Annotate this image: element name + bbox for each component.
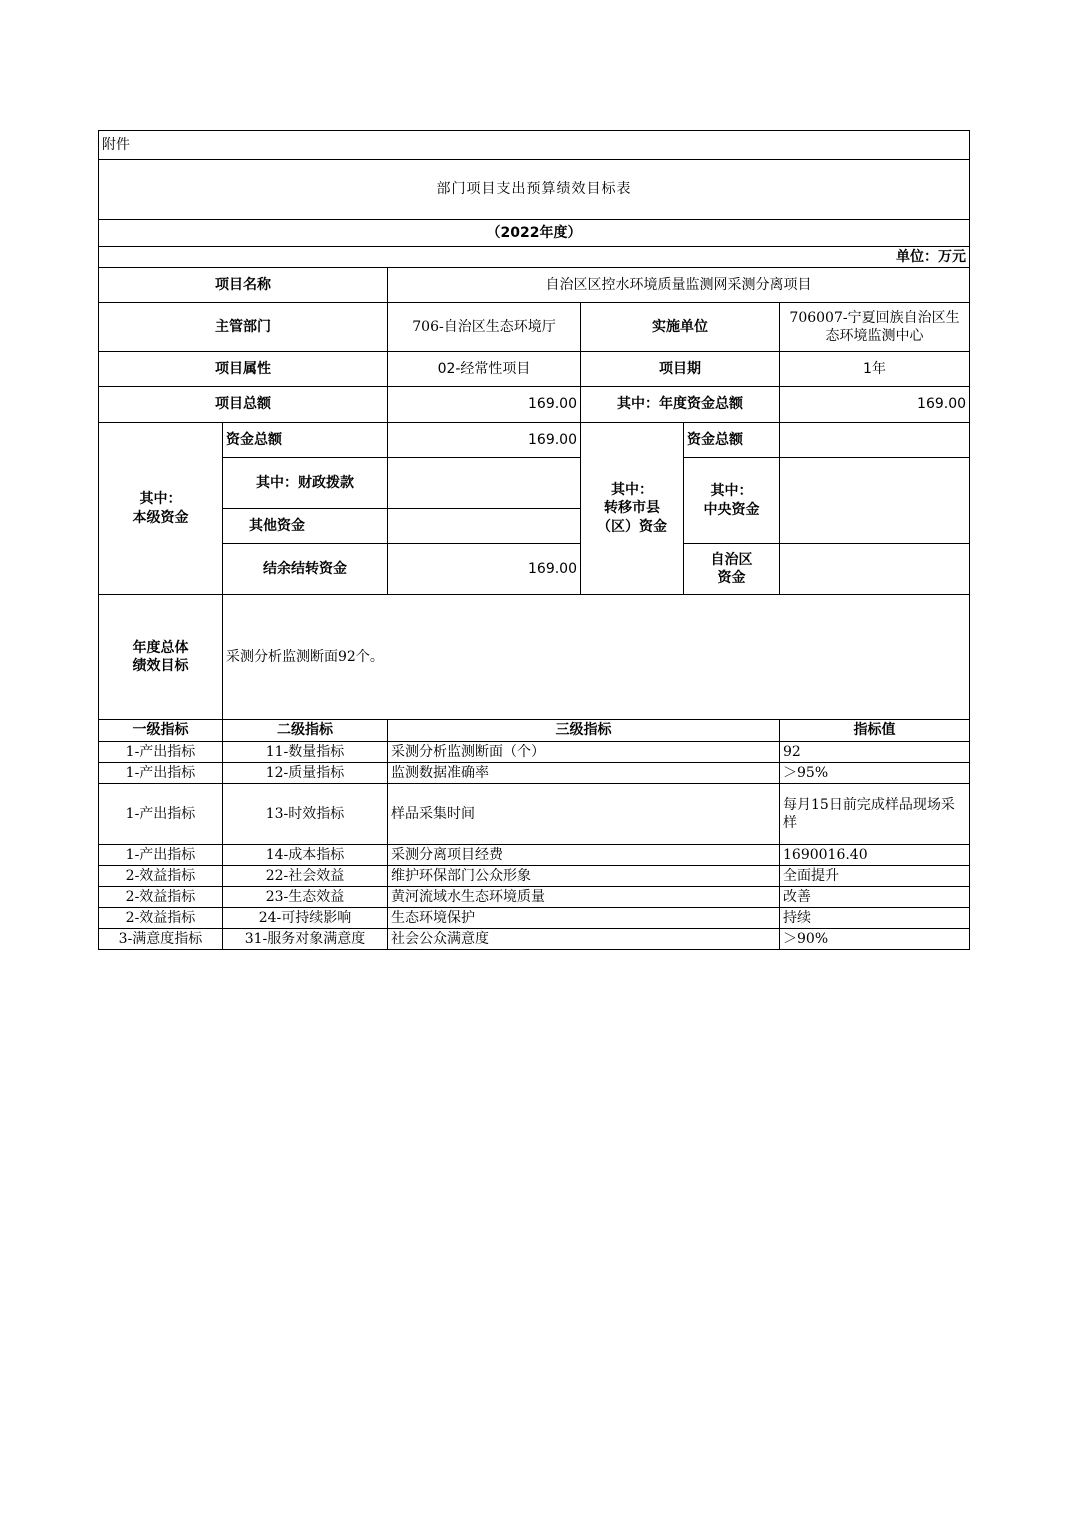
own-funds-label: 其中： 本级资金 bbox=[99, 423, 223, 595]
performance-target-table bbox=[98, 130, 970, 950]
region-funds-value bbox=[780, 544, 970, 595]
table-row bbox=[99, 784, 970, 845]
unit-label: 单位：万元 bbox=[99, 247, 970, 268]
level3-cell: 采测分离项目经费 bbox=[388, 845, 780, 866]
value-cell: 改善 bbox=[780, 887, 970, 908]
page-title: 部门项目支出预算绩效目标表 bbox=[99, 160, 970, 220]
table-row bbox=[99, 887, 970, 908]
table-row bbox=[99, 908, 970, 929]
year-label: （2022年度） bbox=[99, 220, 970, 247]
header-level3: 三级指标 bbox=[388, 720, 780, 742]
attachment-label: 附件 bbox=[99, 131, 970, 160]
level3-cell: 生态环境保护 bbox=[388, 908, 780, 929]
transfer-total-label: 资金总额 bbox=[684, 423, 780, 458]
value-cell: 每月15日前完成样品现场采样 bbox=[780, 784, 970, 845]
carryover-label: 结余结转资金 bbox=[223, 544, 388, 595]
level2-cell: 31-服务对象满意度 bbox=[223, 929, 388, 950]
fund-total-value: 169.00 bbox=[388, 423, 581, 458]
project-name-value: 自治区区控水环境质量监测网采测分离项目 bbox=[388, 268, 970, 303]
level1-cell: 1-产出指标 bbox=[99, 742, 223, 763]
carryover-value: 169.00 bbox=[388, 544, 581, 595]
attr-label: 项目属性 bbox=[99, 352, 388, 387]
value-cell: ＞90% bbox=[780, 929, 970, 950]
level1-cell: 2-效益指标 bbox=[99, 866, 223, 887]
level2-cell: 12-质量指标 bbox=[223, 763, 388, 784]
level1-cell: 2-效益指标 bbox=[99, 908, 223, 929]
level2-cell: 23-生态效益 bbox=[223, 887, 388, 908]
level2-cell: 11-数量指标 bbox=[223, 742, 388, 763]
level3-cell: 社会公众满意度 bbox=[388, 929, 780, 950]
value-cell: 全面提升 bbox=[780, 866, 970, 887]
region-funds-label: 自治区 资金 bbox=[684, 544, 780, 595]
level1-cell: 3-满意度指标 bbox=[99, 929, 223, 950]
level3-cell: 维护环保部门公众形象 bbox=[388, 866, 780, 887]
level2-cell: 13-时效指标 bbox=[223, 784, 388, 845]
central-funds-label: 其中： 中央资金 bbox=[684, 458, 780, 544]
table-row bbox=[99, 742, 970, 763]
table-row bbox=[99, 929, 970, 950]
annual-label: 其中：年度资金总额 bbox=[581, 387, 780, 423]
central-funds-value bbox=[780, 458, 970, 544]
level2-cell: 14-成本指标 bbox=[223, 845, 388, 866]
level3-cell: 采测分析监测断面（个） bbox=[388, 742, 780, 763]
goal-label: 年度总体 绩效目标 bbox=[99, 595, 223, 720]
level1-cell: 1-产出指标 bbox=[99, 763, 223, 784]
fiscal-value bbox=[388, 458, 581, 509]
fiscal-label: 其中：财政拨款 bbox=[223, 458, 388, 509]
level3-cell: 黄河流域水生态环境质量 bbox=[388, 887, 780, 908]
header-level2: 二级指标 bbox=[223, 720, 388, 742]
attr-value: 02-经常性项目 bbox=[388, 352, 581, 387]
level1-cell: 1-产出指标 bbox=[99, 845, 223, 866]
level1-cell: 2-效益指标 bbox=[99, 887, 223, 908]
dept-label: 主管部门 bbox=[99, 303, 388, 352]
transfer-total-value bbox=[780, 423, 970, 458]
transfer-funds-label: 其中： 转移市县 （区）资金 bbox=[581, 423, 684, 595]
other-funds-value bbox=[388, 509, 581, 544]
level3-cell: 监测数据准确率 bbox=[388, 763, 780, 784]
other-funds-label: 其他资金 bbox=[223, 509, 388, 544]
impl-value: 706007-宁夏回族自治区生态环境监测中心 bbox=[780, 303, 970, 352]
level2-cell: 24-可持续影响 bbox=[223, 908, 388, 929]
header-value: 指标值 bbox=[780, 720, 970, 742]
value-cell: 持续 bbox=[780, 908, 970, 929]
table-row bbox=[99, 845, 970, 866]
header-level1: 一级指标 bbox=[99, 720, 223, 742]
period-label: 项目期 bbox=[581, 352, 780, 387]
table-row bbox=[99, 866, 970, 887]
project-name-label: 项目名称 bbox=[99, 268, 388, 303]
annual-value: 169.00 bbox=[780, 387, 970, 423]
total-value: 169.00 bbox=[388, 387, 581, 423]
dept-value: 706-自治区生态环境厅 bbox=[388, 303, 581, 352]
period-value: 1年 bbox=[780, 352, 970, 387]
total-label: 项目总额 bbox=[99, 387, 388, 423]
value-cell: ＞95% bbox=[780, 763, 970, 784]
level1-cell: 1-产出指标 bbox=[99, 784, 223, 845]
level3-cell: 样品采集时间 bbox=[388, 784, 780, 845]
fund-total-label: 资金总额 bbox=[223, 423, 388, 458]
value-cell: 1690016.40 bbox=[780, 845, 970, 866]
level2-cell: 22-社会效益 bbox=[223, 866, 388, 887]
impl-label: 实施单位 bbox=[581, 303, 780, 352]
value-cell: 92 bbox=[780, 742, 970, 763]
table-row bbox=[99, 763, 970, 784]
goal-value: 采测分析监测断面92个。 bbox=[223, 595, 970, 720]
